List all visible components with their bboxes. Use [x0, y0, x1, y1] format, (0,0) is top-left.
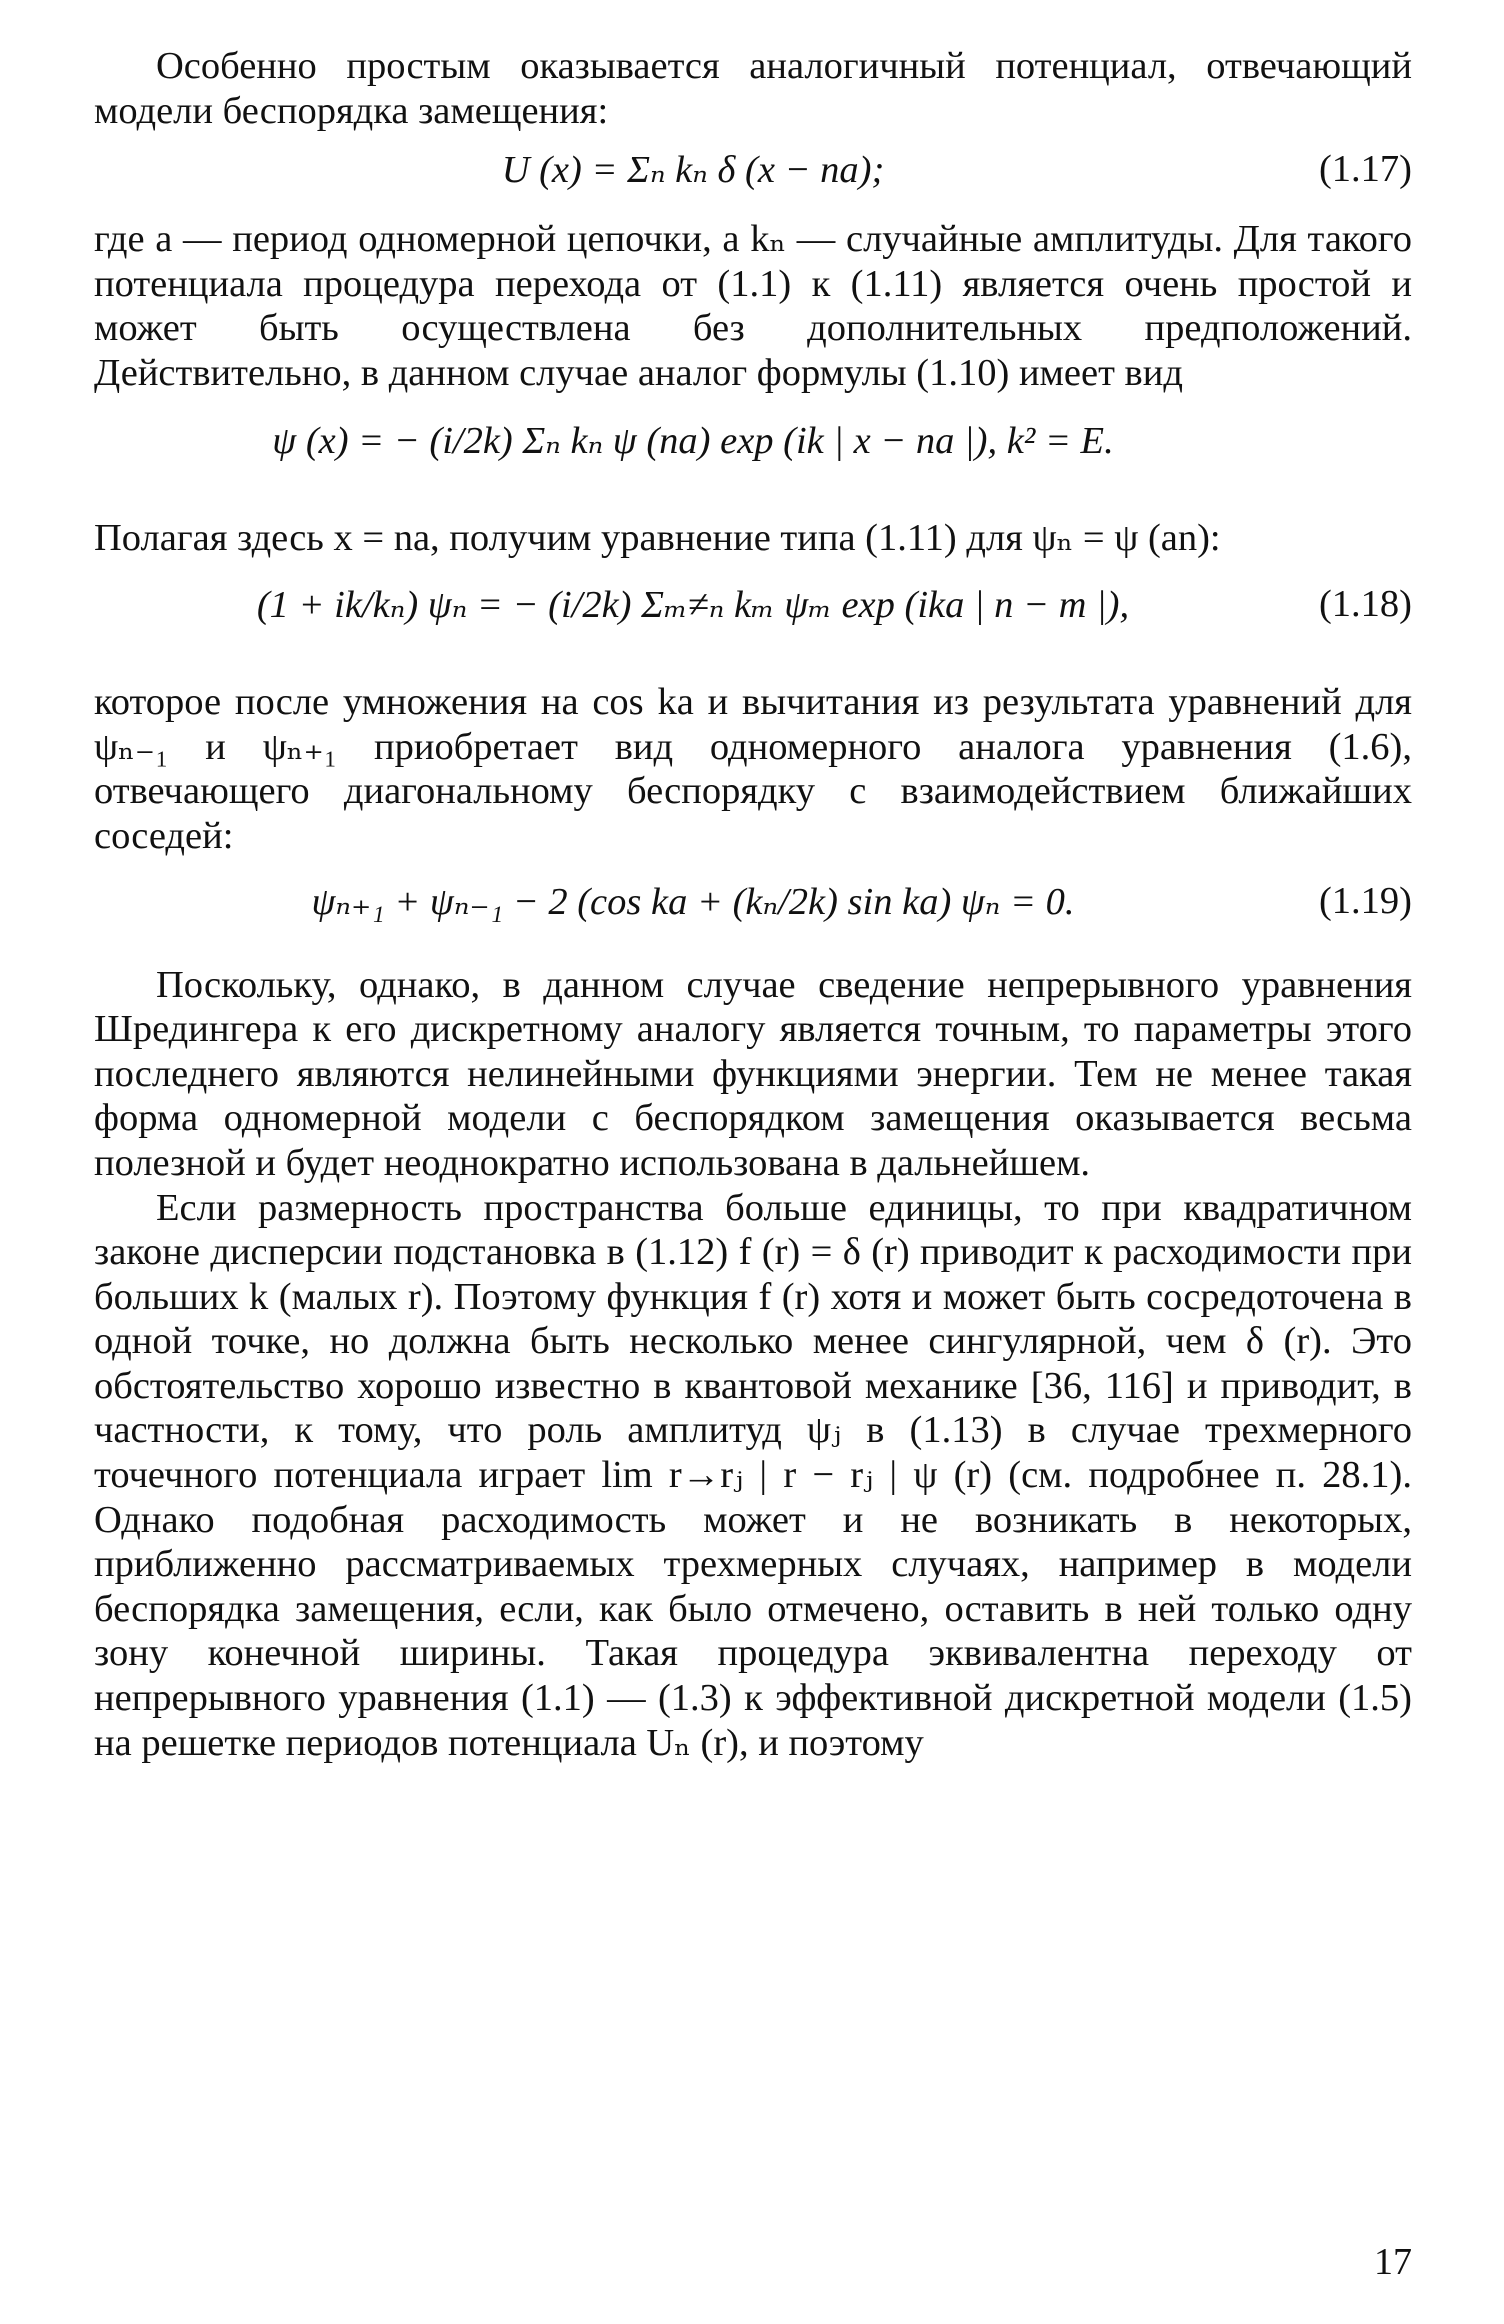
paragraph-6: Если размерность пространства больше единицы, то при квадратичном законе дисперсии подстановка в (1.12) f (r) = δ (r) приводит к расходимости при больших k (малых r). Поэтому функция f (r) хотя и может быть сосредоточена в одной точке, но должна быть несколько менее сингулярной, чем δ (r). Это обстоятельство хорошо известно в квантовой механике [36, 116] и приводит, в частности, к тому, что роль амплитуд ψⱼ в (1.13) в случае трехмерного точечного потенциала играет lim r→rⱼ | r − rⱼ | ψ (r) (см. подробнее п. 28.1). Однако подобная расходимость может и не возникать в некоторых, приближенно рассматриваемых трехмерных случаях, например в модели беспорядка замещения, если, как было отмечено, оставить в ней только одну зону конечной ширины. Такая процедура эквивалентна переходу от непрерывного уравнения (1.1) — (1.3) к эффективной дискретной модели (1.5) на решетке периодов потенциала Uₙ (r), и поэтому: [94, 1186, 1412, 1764]
equation-unnumbered-formula: ψ (x) = − (i/2k) Σₙ kₙ ψ (na) exp (ik | x − na |), k² = E.: [272, 419, 1114, 462]
equation-1-18-number: (1.18): [1318, 583, 1412, 626]
equation-1-17-formula: U (x) = Σₙ kₙ δ (x − na);: [501, 149, 885, 192]
paragraph-2: где a — период одномерной цепочки, а kₙ — случайные амплитуды. Для такого потенциала процедура перехода от (1.1) к (1.11) является очень простой и может быть осуществлена без дополнительных предположений. Действительно, в данном случае аналог формулы (1.10) имеет вид: [94, 218, 1412, 394]
page-body: [94, 44, 1412, 1765]
paragraph-5: Поскольку, однако, в данном случае сведение непрерывного уравнения Шредингера к его дискретному аналогу является точным, то параметры этого последнего являются нелинейными функциями энергии. Тем не менее такая форма одномерной модели с беспорядком замещения оказывается весьма полезной и будет неоднократно использована в дальнейшем.: [94, 963, 1412, 1184]
equation-1-17: [94, 133, 1412, 217]
paragraph-3: Полагая здесь x = na, получим уравнение типа (1.11) для ψₙ = ψ (an):: [94, 516, 1221, 559]
paragraph-1: Особенно простым оказывается аналогичный потенциал, отвечающий модели беспорядка замещения:: [94, 45, 1412, 132]
equation-1-18-formula: (1 + ik/kₙ) ψₙ = − (i/2k) Σₘ≠ₙ kₘ ψₘ exp (ika | n − m |),: [256, 584, 1130, 627]
equation-1-18: [94, 560, 1412, 680]
page-number: 17: [1374, 2241, 1412, 2283]
equation-unnumbered: [94, 396, 1412, 516]
equation-1-19-number: (1.19): [1318, 879, 1412, 922]
equation-1-19-formula: ψₙ₊₁ + ψₙ₋₁ − 2 (cos ka + (kₙ/2k) sin ka) ψₙ = 0.: [311, 880, 1075, 923]
equation-1-17-number: (1.17): [1318, 148, 1412, 191]
equation-1-19: [94, 859, 1412, 963]
paragraph-4: которое после умножения на cos ka и вычитания из результата уравнений для ψₙ₋₁ и ψₙ₊₁ приобретает вид одномерного аналога уравнения (1.6), отвечающего диагональному беспорядку с взаимодействием ближайших соседей:: [94, 681, 1412, 857]
